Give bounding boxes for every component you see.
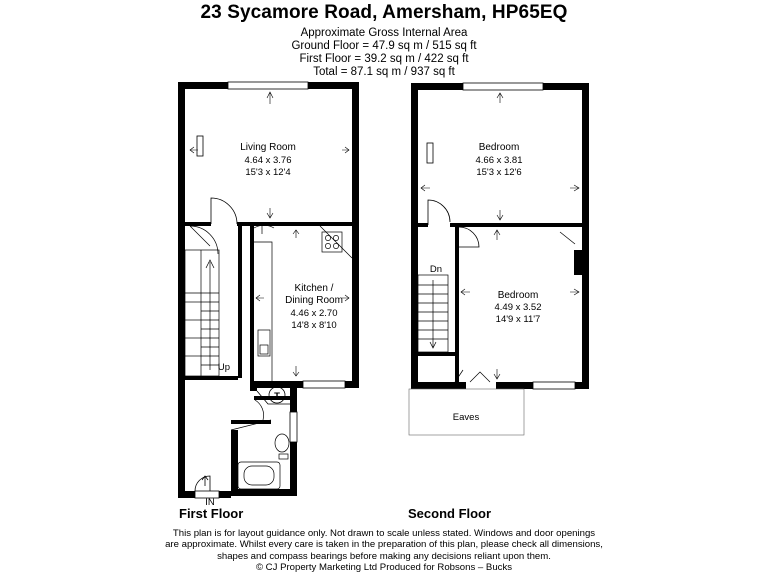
kitchen-name-line2: Dining Room — [285, 295, 343, 306]
bedroom-2-name: Bedroom — [497, 290, 539, 301]
first-floor-area: First Floor = 39.2 sq m / 422 sq ft — [299, 53, 469, 65]
disclaimer-line-4: © CJ Property Marketing Ltd Produced for Robsons – Bucks — [255, 561, 513, 573]
first-floor-label: First Floor — [179, 506, 244, 521]
living-room-metric: 4.64 x 3.76 — [244, 155, 292, 166]
living-room-name: Living Room — [240, 142, 296, 153]
disclaimer-line-3: shapes and compass bearings before making any decisions reliant upon them. — [217, 550, 551, 562]
disclaimer-line-2: are approximate. Whilst every care is taken in the preparation of this plan, please check all dimensions, — [165, 539, 603, 551]
eaves-label: Eaves — [452, 412, 480, 423]
second-floor-label: Second Floor — [408, 506, 492, 521]
total-area: Total = 87.1 sq m / 937 sq ft — [313, 66, 455, 78]
kitchen-metric: 4.46 x 2.70 — [290, 308, 338, 319]
living-room-imperial: 15'3 x 12'4 — [245, 167, 291, 178]
boiler-label: T — [274, 391, 280, 402]
bedroom-2-imperial: 14'9 x 11'7 — [495, 314, 541, 325]
entrance-label: IN — [205, 497, 215, 508]
kitchen-name-line1: Kitchen / — [294, 283, 334, 294]
bedroom-1-metric: 4.66 x 3.81 — [475, 155, 523, 166]
property-title: 23 Sycamore Road, Amersham, HP65EQ — [200, 2, 568, 23]
stairs-down-label: Dn — [429, 264, 443, 275]
kitchen-imperial: 14'8 x 8'10 — [291, 320, 337, 331]
bedroom-2-metric: 4.49 x 3.52 — [494, 302, 542, 313]
bedroom-1-name: Bedroom — [478, 142, 520, 153]
area-heading: Approximate Gross Internal Area — [300, 27, 468, 39]
stairs-up-label: Up — [217, 362, 231, 373]
ground-floor-area: Ground Floor = 47.9 sq m / 515 sq ft — [291, 40, 477, 52]
bedroom-1-imperial: 15'3 x 12'6 — [476, 167, 522, 178]
disclaimer — [150, 528, 618, 573]
second-floor-plan — [409, 83, 589, 435]
disclaimer-line-1: This plan is for layout guidance only. Not drawn to scale unless stated. Windows and door openings — [172, 528, 596, 539]
